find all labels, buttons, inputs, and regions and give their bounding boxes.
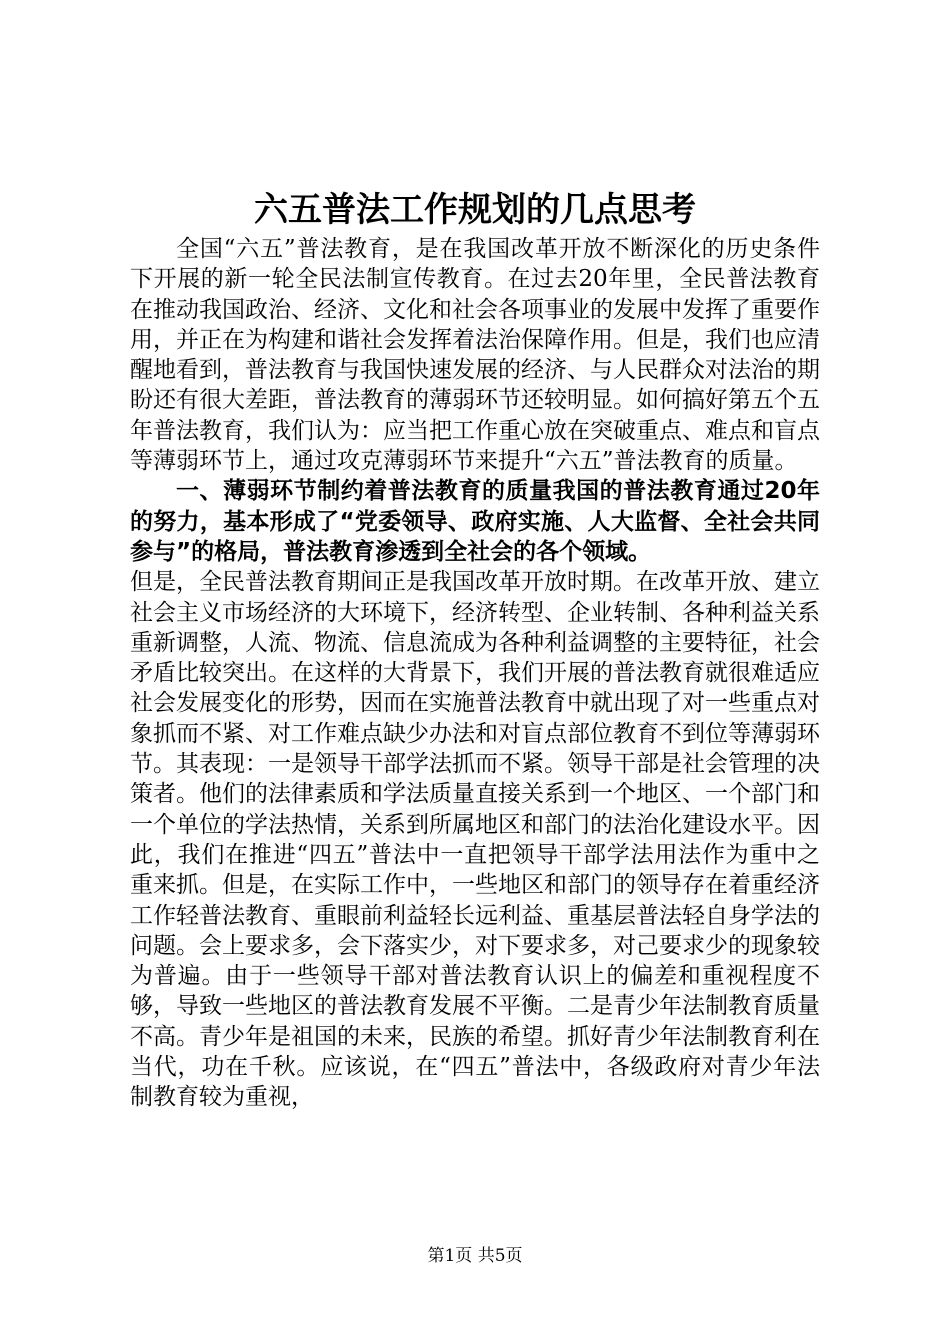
document-title: 六五普法工作规划的几点思考 (254, 190, 696, 230)
document-body (130, 234, 820, 1113)
paragraph-intro: 全国“六五”普法教育，是在我国改革开放不断深化的历史条件下开展的新一轮全民法制宣传教育。在过去20年里，全民普法教育在推动我国政治、经济、文化和社会各项事业的发展中发挥了重要作用，并正在为构建和谐社会发挥着法治保障作用。但是，我们也应清醒地看到，普法教育与我国快速发展的经济、与人民群众对法治的期盼还有很大差距，普法教育的薄弱环节还较明显。如何搞好第五个五年普法教育，我们认为：应当把工作重心放在突破重点、难点和盲点等薄弱环节上，通过攻克薄弱环节来提升“六五”普法教育的质量。 (130, 236, 820, 475)
page-number-footer: 第1页 共5页 (427, 1246, 523, 1266)
paragraph-weak-links: 但是，全民普法教育期间正是我国改革开放时期。在改革开放、建立社会主义市场经济的大环境下，经济转型、企业转制、各种利益关系重新调整，人流、物流、信息流成为各种利益调整的主要特征，社会矛盾比较突出。在这样的大背景下，我们开展的普法教育就很难适应社会发展变化的形势，因而在实施普法教育中就出现了对一些重点对象抓而不紧、对工作难点缺少办法和对盲点部位教育不到位等薄弱环节。其表现：一是领导干部学法抓而不紧。领导干部是社会管理的决策者。他们的法律素质和学法质量直接关系到一个地区、一个部门和一个单位的学法热情，关系到所属地区和部门的法治化建设水平。因此，我们在推进“四五”普法中一直把领导干部学法用法作为重中之重来抓。但是，在实际工作中，一些地区和部门的领导存在着重经济工作轻普法教育、重眼前利益轻长远利益、重基层普法轻自身学法的问题。会上要求多，会下落实少，对下要求多，对己要求少的现象较为普遍。由于一些领导干部对普法教育认识上的偏差和重视程度不够，导致一些地区的普法教育发展不平衡。二是青少年法制教育质量不高。青少年是祖国的未来，民族的希望。抓好青少年法制教育利在当代，功在千秋。应该说，在“四五”普法中，各级政府对青少年法制教育较为重视， (130, 569, 820, 1111)
section-heading-1: 一、薄弱环节制约着普法教育的质量我国的普法教育通过20年的努力，基本形成了“党委领导、政府实施、人大监督、全社会共同参与”的格局，普法教育渗透到全社会的各个领域。 (130, 478, 820, 565)
